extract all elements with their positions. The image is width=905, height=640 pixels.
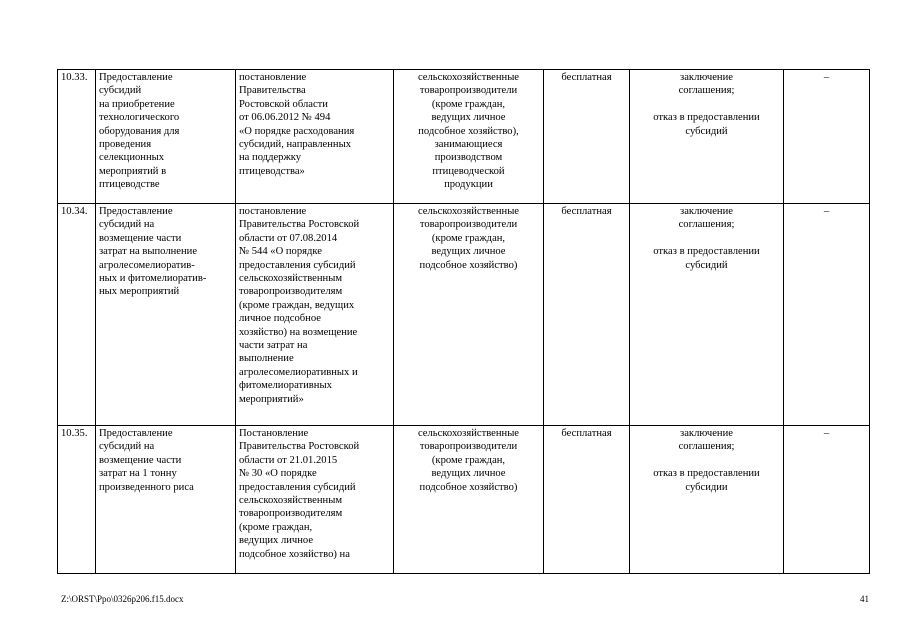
recipients: сельскохозяйственные товаропроизводители (кроме граждан, ведущих личное подсобное хозяйство) xyxy=(394,426,544,574)
footer-file-path: Z:\ORST\Ppo\0326p206.f15.docx xyxy=(61,594,184,604)
page-number: 41 xyxy=(860,594,869,604)
cost: бесплатная xyxy=(544,204,630,426)
service-name: Предоставление субсидий на возмещение части затрат на выполнение агролесомелиоратив- ных и фитомелиоратив- ных мероприятий xyxy=(96,204,236,426)
extra-column: – xyxy=(784,204,870,426)
extra-column: – xyxy=(784,426,870,574)
legal-basis: постановление Правительства Ростовской области от 07.08.2014 № 544 «О порядке предоставления субсидий сельскохозяйственным товаропроизводителям (кроме граждан, ведущих личное подсобное хозяйство) на возмещение части затрат на выполнение агролесомелиоративных и фитомелиоративных мероприятий» xyxy=(236,204,394,426)
row-number: 10.34. xyxy=(58,204,96,426)
recipients: сельскохозяйственные товаропроизводители (кроме граждан, ведущих личное подсобное хозяйство), занимающиеся производством птицеводческой продукции xyxy=(394,70,544,204)
result: заключение соглашения; отказ в предоставлении субсидий xyxy=(630,70,784,204)
legal-basis: постановление Правительства Ростовской области от 06.06.2012 № 494 «О порядке расходования субсидий, направленных на поддержку птицеводства» xyxy=(236,70,394,204)
recipients: сельскохозяйственные товаропроизводители (кроме граждан, ведущих личное подсобное хозяйство) xyxy=(394,204,544,426)
result: заключение соглашения; отказ в предоставлении субсидий xyxy=(630,204,784,426)
extra-column: – xyxy=(784,70,870,204)
row-number: 10.33. xyxy=(58,70,96,204)
service-name: Предоставление субсидий на приобретение технологического оборудования для проведения селекционных мероприятий в птицеводстве xyxy=(96,70,236,204)
cost: бесплатная xyxy=(544,426,630,574)
legal-basis: Постановление Правительства Ростовской области от 21.01.2015 № 30 «О порядке предоставления субсидий сельскохозяйственным товаропроизводителям (кроме граждан, ведущих личное подсобное хозяйство) на xyxy=(236,426,394,574)
table-row xyxy=(58,426,870,574)
cost: бесплатная xyxy=(544,70,630,204)
table-row xyxy=(58,204,870,426)
row-number: 10.35. xyxy=(58,426,96,574)
result: заключение соглашения; отказ в предоставлении субсидии xyxy=(630,426,784,574)
service-name: Предоставление субсидий на возмещение части затрат на 1 тонну произведенного риса xyxy=(96,426,236,574)
services-table xyxy=(57,69,870,574)
table-row xyxy=(58,70,870,204)
